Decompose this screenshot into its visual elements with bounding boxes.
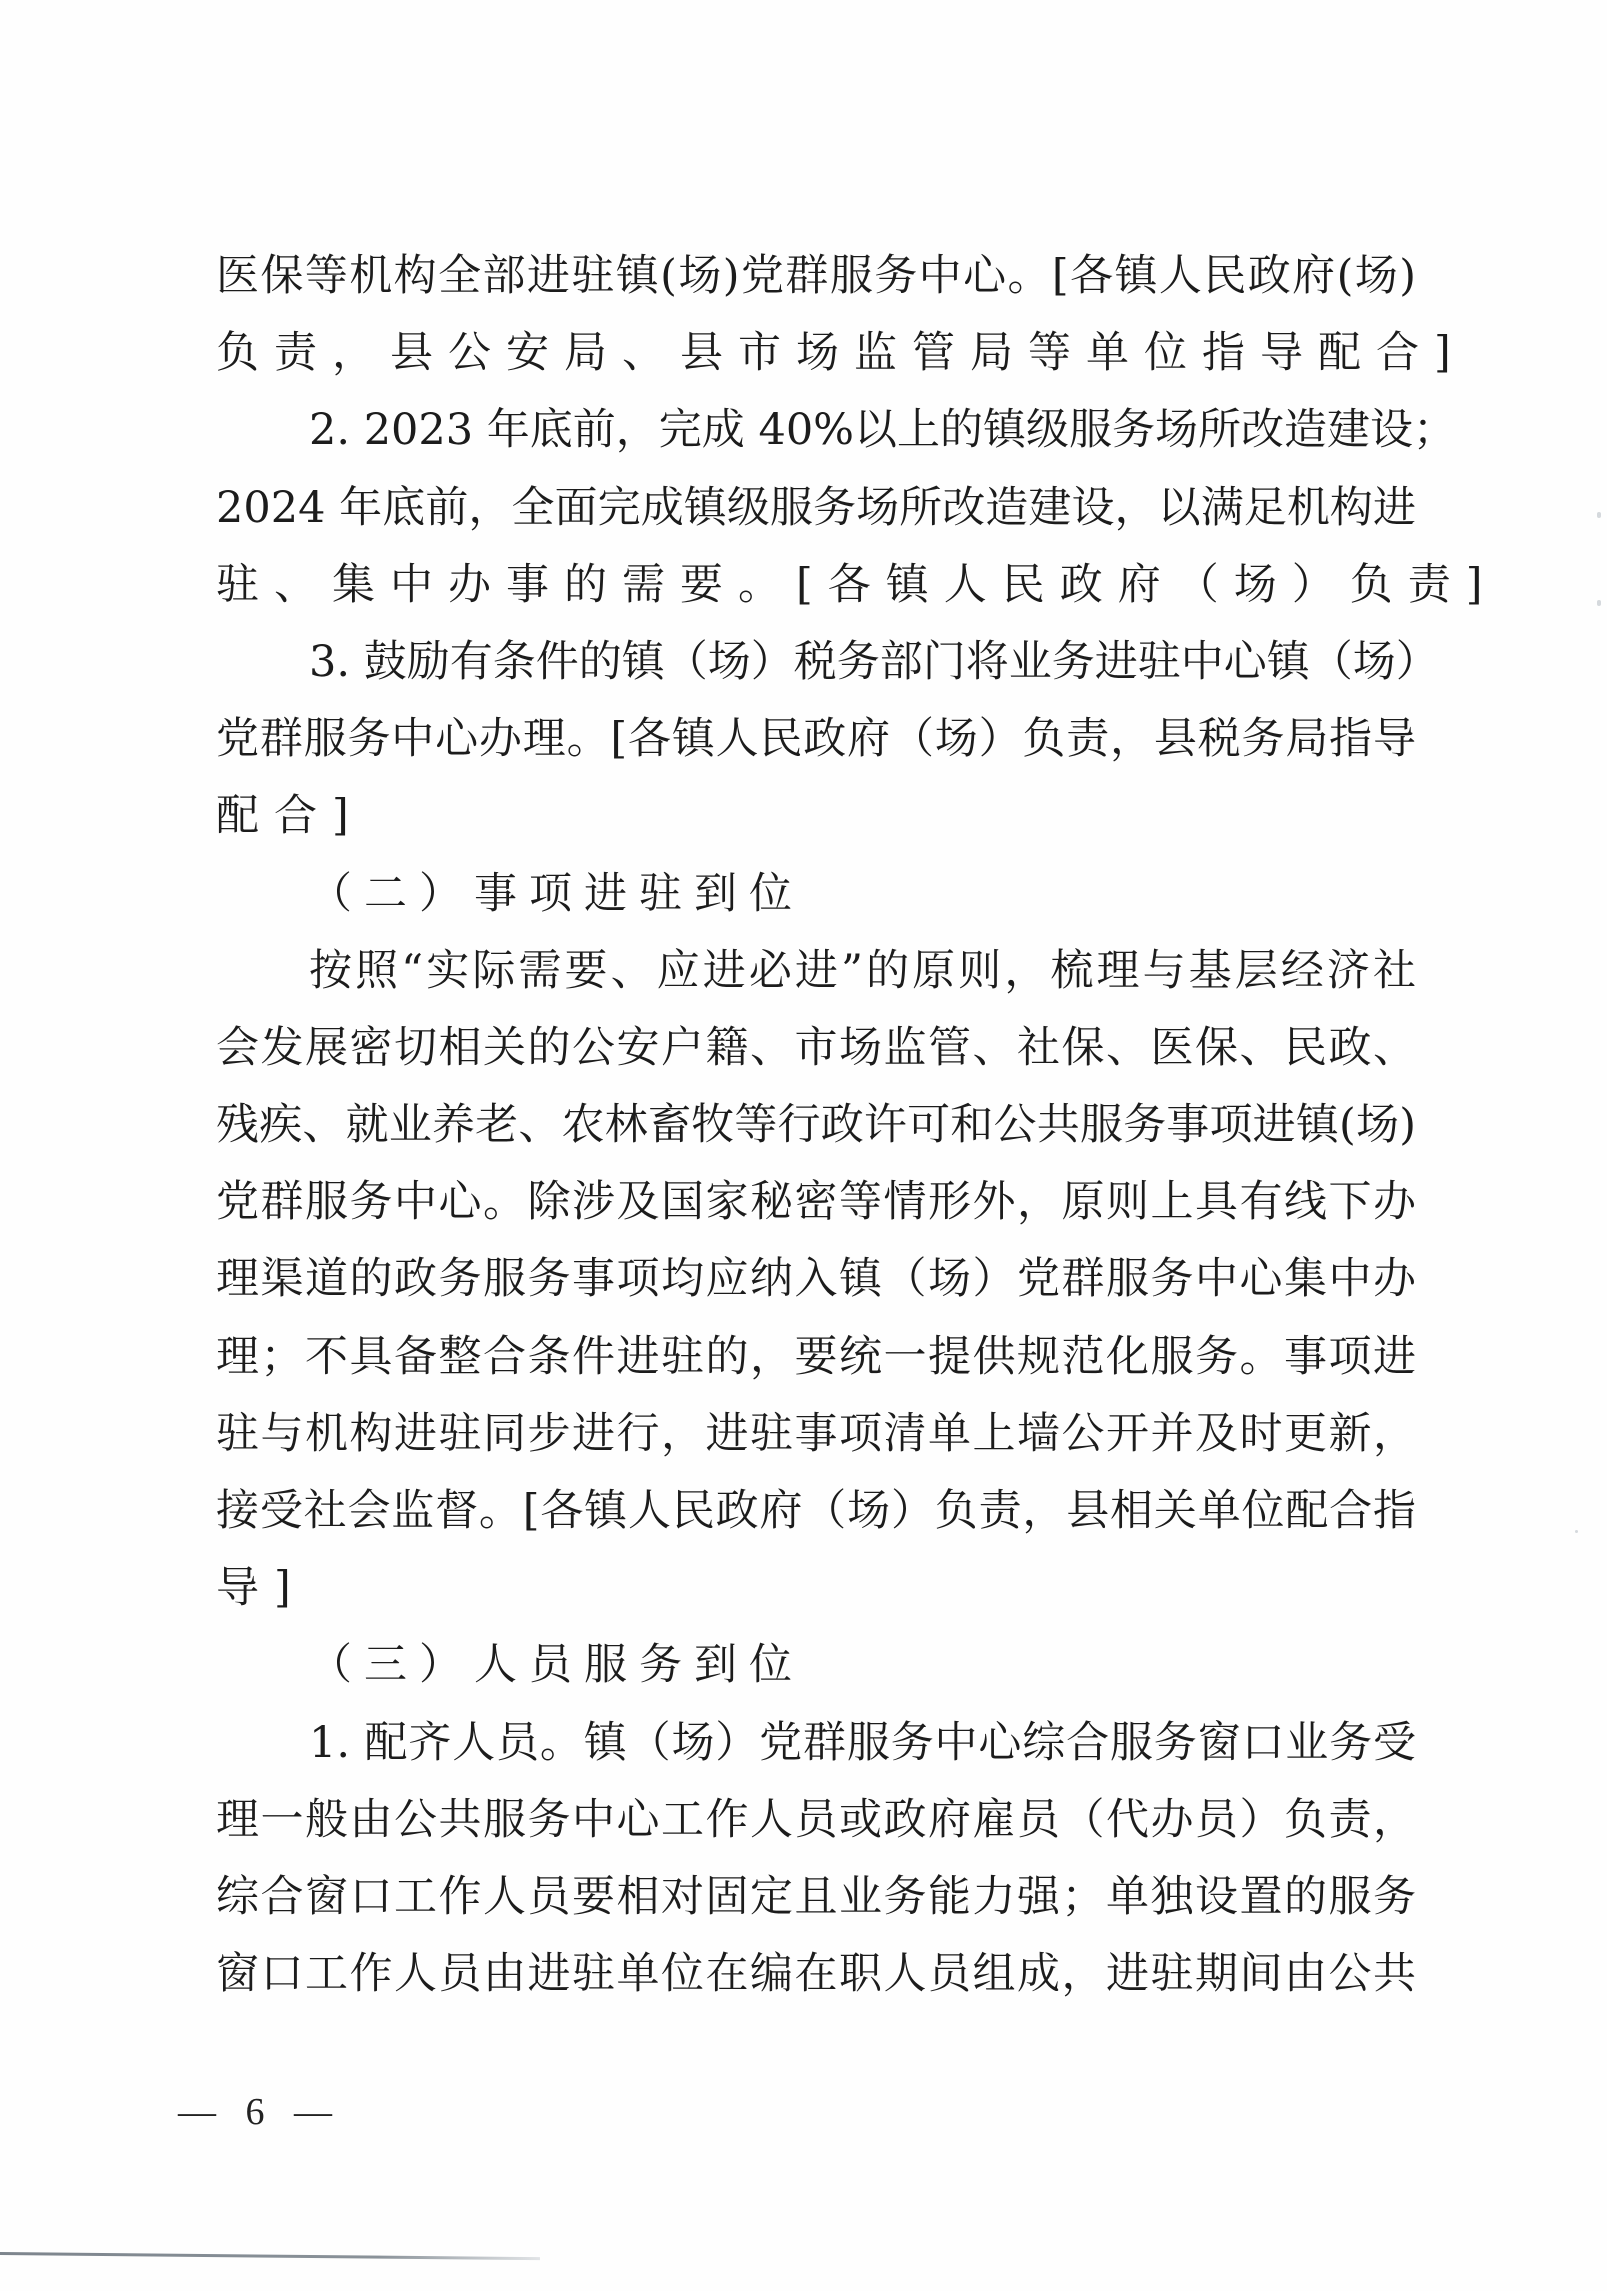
page-number: — 6 — (178, 2091, 342, 2133)
text-line: 党群服务中心。除涉及国家秘密等情形外，原则上具有线下办 (216, 1177, 1416, 1228)
text-line: 理渠道的政务服务事项均应纳入镇（场）党群服务中心集中办 (216, 1254, 1416, 1305)
text-line: 驻与机构进驻同步进行，进驻事项清单上墙公开并及时更新， (216, 1408, 1416, 1459)
section-heading-2: （二）事项进驻到位 (309, 868, 804, 919)
text-line: 医保等机构全部进驻镇(场)党群服务中心。[各镇人民政府(场) (216, 251, 1416, 301)
text-line: 综合窗口工作人员要相对固定且业务能力强；单独设置的服务 (216, 1871, 1416, 1922)
list-item-1-start: 1. 配齐人员。镇（场）党群服务中心综合服务窗口业务受 (309, 1717, 1416, 1768)
text-line: 2024 年底前，全面完成镇级服务场所改造建设，以满足机构进 (216, 482, 1416, 533)
paragraph-start: 按照“实际需要、应进必进”的原则，梳理与基层经济社 (309, 945, 1416, 996)
text-line: 理一般由公共服务中心工作人员或政府雇员（代办员）负责， (216, 1794, 1416, 1845)
text-line: 接受社会监督。[各镇人民政府（场）负责，县相关单位配合指 (216, 1486, 1416, 1536)
text-line: 驻、集中办事的需要。[各镇人民政府（场）负责] (216, 559, 1498, 610)
scan-speck (1597, 512, 1601, 518)
text-line: 窗口工作人员由进驻单位在编在职人员组成，进驻期间由公共 (216, 1949, 1416, 2000)
section-heading-3: （三）人员服务到位 (309, 1640, 804, 1691)
text-line: 会发展密切相关的公安户籍、市场监管、社保、医保、民政、 (216, 1022, 1416, 1073)
list-item-2-start: 2. 2023 年底前，完成 40%以上的镇级服务场所改造建设； (309, 405, 1457, 456)
scan-speck (1575, 1530, 1578, 1533)
text-line: 残疾、就业养老、农林畜牧等行政许可和公共服务事项进镇(场) (216, 1100, 1416, 1151)
text-line: 导] (216, 1563, 306, 1614)
text-line: 负责，县公安局、县市场监管局等单位指导配合] (216, 328, 1466, 379)
scan-edge-line (0, 2252, 540, 2260)
text-line: 配合] (216, 791, 364, 842)
document-body (216, 238, 1498, 2013)
text-line: 理；不具备整合条件进驻的，要统一提供规范化服务。事项进 (216, 1331, 1416, 1382)
list-item-3-start: 3. 鼓励有条件的镇（场）税务部门将业务进驻中心镇（场） (309, 636, 1439, 687)
text-line: 党群服务中心办理。[各镇人民政府（场）负责，县税务局指导 (216, 714, 1416, 765)
scan-speck (1597, 600, 1601, 606)
